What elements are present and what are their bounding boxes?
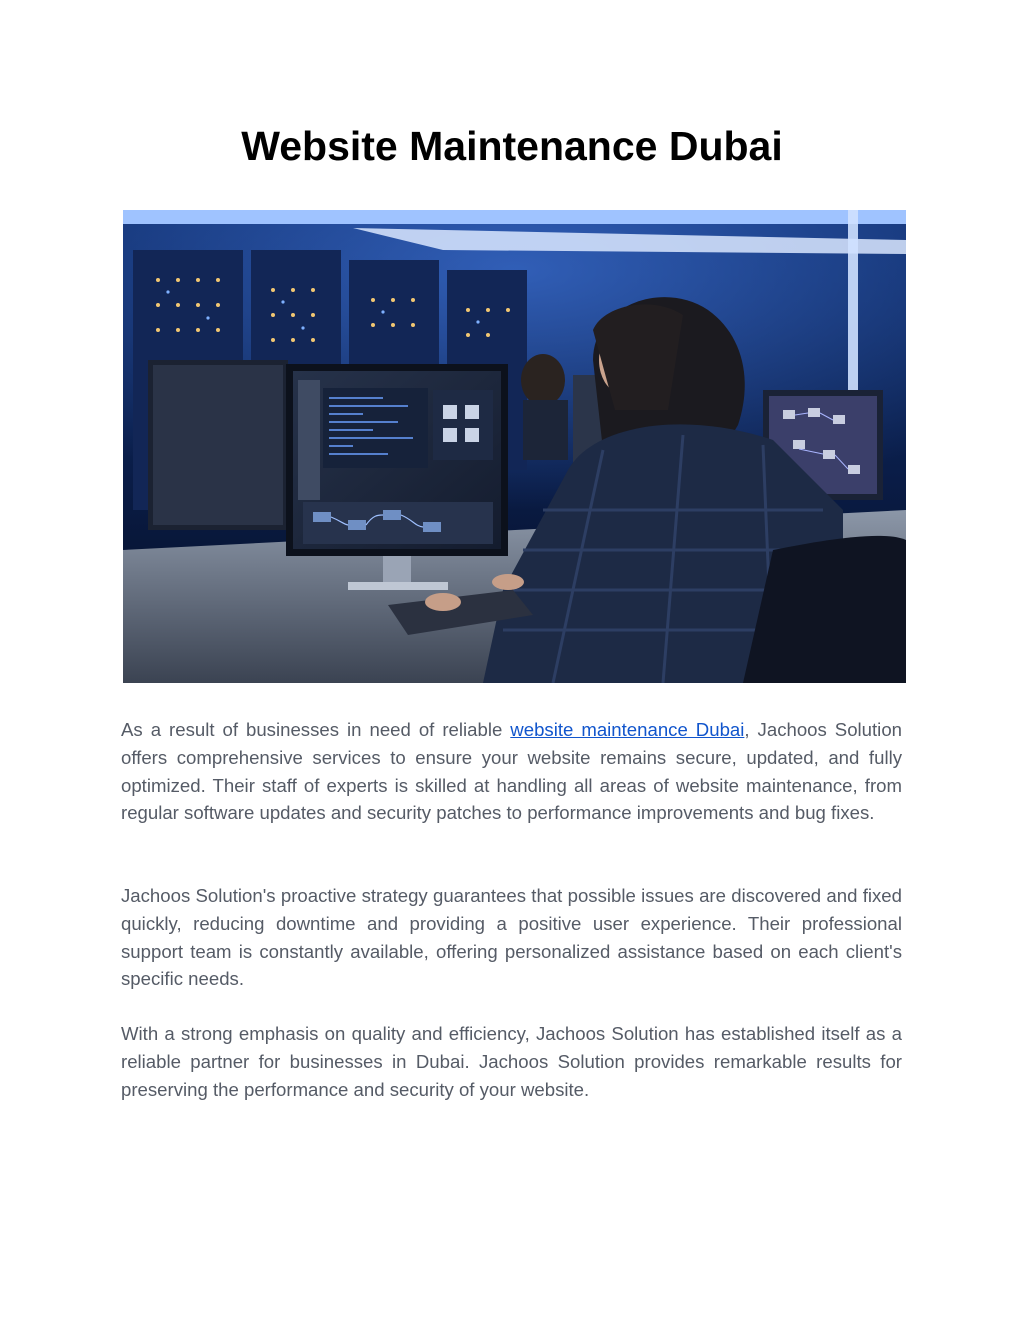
website-maintenance-link[interactable]: website maintenance Dubai	[510, 719, 745, 740]
page-title: Website Maintenance Dubai	[241, 123, 783, 169]
hero-photo	[123, 210, 906, 683]
paragraph-1-rest: , Jachoos Solution offers comprehensive services to ensure your website remains secure, updated, and fully optimized. Their staff of experts is skilled at handling all areas of website maintenance, from regular software updates and security patches to performance improvements and bug fixes.	[121, 719, 902, 824]
paragraph-3: With a strong emphasis on quality and efficiency, Jachoos Solution has established itself as a reliable partner for businesses in Dubai. Jachoos Solution provides remarkable results for preserving the performance and security of your website.	[121, 1023, 902, 1100]
paragraph-1	[121, 716, 902, 827]
paragraph-1-lead: As a result of businesses in need of reliable	[121, 719, 511, 740]
workstation-illustration	[123, 210, 906, 683]
paragraph-2: Jachoos Solution's proactive strategy guarantees that possible issues are discovered and fixed quickly, reducing downtime and providing a positive user experience. Their professional support team is constantly available, offering personalized assistance based on each client's specific needs.	[121, 885, 902, 990]
